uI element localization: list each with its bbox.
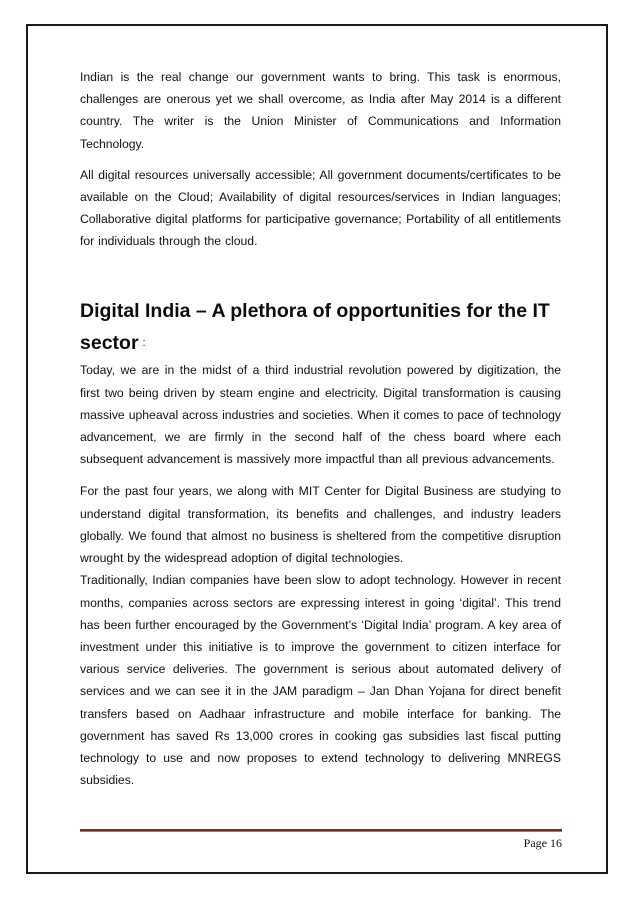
section-heading-colon: : — [142, 337, 146, 350]
section-heading — [80, 295, 561, 360]
section-heading-text: Digital India – A plethora of opportunities for the IT sector — [80, 299, 550, 354]
footer-divider — [80, 829, 562, 832]
paragraph-mit-study: For the past four years, we along with MIT Center for Digital Business are studying to understand digital transformation, its benefits and challenges, and industry leaders globally. We found that almost no business is sheltered from the competitive disruption wrought by the widespread adoption of digital technologies. — [80, 484, 561, 566]
document-body — [80, 66, 561, 791]
paragraph-indian-companies: Traditionally, Indian companies have been slow to adopt technology. However in recent months, companies across sectors are expressing interest in going ‘digital’. This trend has been further encouraged by the Government’s ‘Digital India’ program. A key area of investment under this initiative is to improve the government to citizen interface for various service deliveries. The government is serious about automated delivery of services and we can see it in the JAM paradigm – Jan Dhan Yojana for direct benefit transfers based on Aadhaar infrastructure and mobile interface for banking. The government has saved Rs 13,000 crores in cooking gas subsidies last fiscal putting technology to use and now proposes to extend technology to delivering MNREGS subsidies. — [80, 573, 561, 788]
paragraph-indian-change: Indian is the real change our government wants to bring. This task is enormous, challenges are onerous yet we shall overcome, as India after May 2014 is a different country. The writer is the Union Minister of Communications and Information Technology. — [80, 70, 561, 151]
page-number: Page 16 — [523, 836, 562, 850]
paragraph-industrial-revolution: Today, we are in the midst of a third industrial revolution powered by digitization, the first two being driven by steam engine and electricity. Digital transformation is causing massive upheaval across industries and societies. When it comes to pace of technology advancement, we are firmly in the second half of the chess board where each subsequent advancement is massively more impactful than all previous advancements. — [80, 363, 561, 467]
paragraph-digital-resources: All digital resources universally accessible; All government documents/certificates to be available on the Cloud; Availability of digital resources/services in Indian languages; Collaborative digital platforms for participative governance; Portability of all entitlements for individuals through the cloud. — [80, 167, 561, 249]
